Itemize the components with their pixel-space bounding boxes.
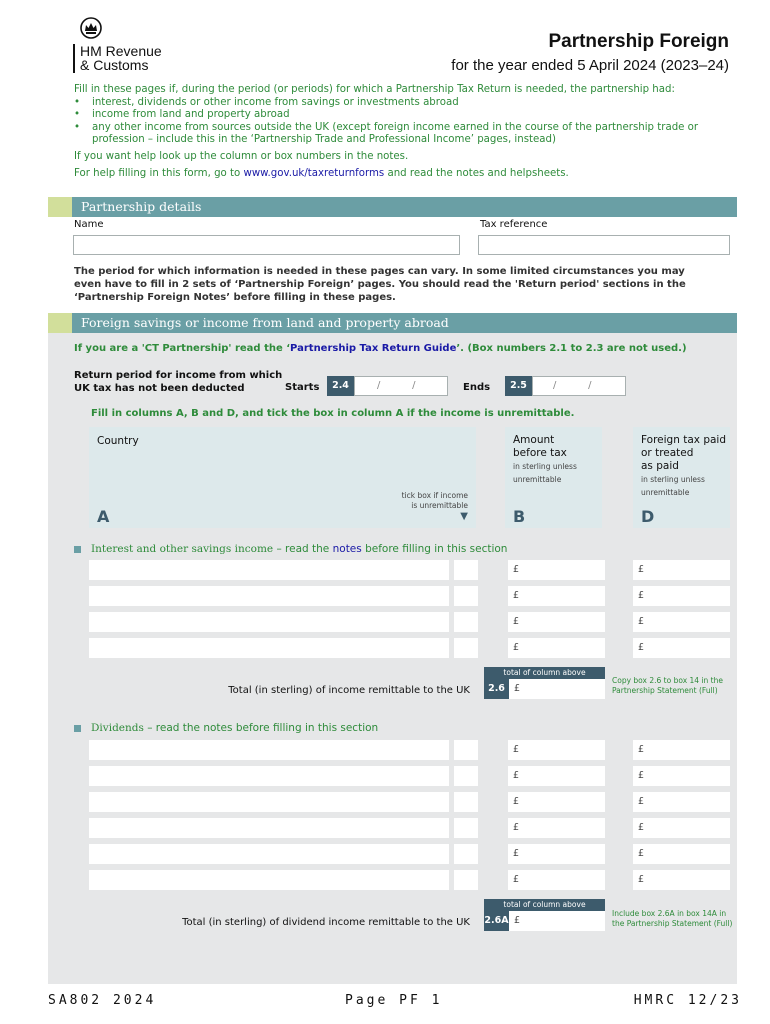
- taxreturnforms-link[interactable]: www.gov.uk/taxreturnforms: [243, 167, 385, 179]
- country-field[interactable]: [89, 740, 449, 760]
- column-letter-a: A: [97, 507, 110, 526]
- name-field[interactable]: [73, 235, 460, 255]
- foreign-tax-paid-field[interactable]: £: [633, 586, 730, 606]
- country-field[interactable]: [89, 818, 449, 838]
- intro-text: [74, 84, 724, 180]
- foreign-tax-paid-field[interactable]: £: [633, 870, 730, 890]
- country-field[interactable]: [89, 612, 449, 632]
- notes-link[interactable]: notes: [332, 543, 362, 555]
- intro-bullet: • income from land and property abroad: [92, 109, 724, 122]
- partnership-details-header: [48, 197, 737, 217]
- foreign-tax-paid-field[interactable]: £: [633, 612, 730, 632]
- intro-bullet: • interest, dividends or other income from savings or investments abroad: [92, 97, 724, 110]
- unremittable-checkbox[interactable]: [454, 766, 478, 786]
- tax-return-guide-link[interactable]: Partnership Tax Return Guide: [290, 343, 457, 354]
- foreign-tax-paid-field[interactable]: £: [633, 560, 730, 580]
- crown-crest-icon: [80, 17, 102, 39]
- amount-before-tax-field[interactable]: £: [508, 612, 605, 632]
- ct-partnership-note: If you are a 'CT Partnership' read the ‘Partnership Tax Return Guide’. (Box numbers 2.1 to 2.3 are not used.): [74, 343, 687, 354]
- country-field[interactable]: [89, 766, 449, 786]
- unremittable-checkbox[interactable]: [454, 818, 478, 838]
- starts-label: Starts: [285, 382, 320, 393]
- interest-total-label: Total (in sterling) of income remittable to the UK: [228, 685, 470, 696]
- interest-section-heading: Interest and other savings income – read the notes before filling in this section: [91, 543, 508, 555]
- foreign-tax-paid-field[interactable]: £: [633, 792, 730, 812]
- foreign-tax-paid-field[interactable]: £: [633, 818, 730, 838]
- country-field[interactable]: [89, 586, 449, 606]
- country-field[interactable]: [89, 870, 449, 890]
- intro-lead: Fill in these pages if, during the period (or periods) for which a Partnership Tax Return is needed, the partnership had:: [74, 84, 675, 95]
- tax-reference-field[interactable]: [478, 235, 730, 255]
- box-number-2-5: 2.5: [505, 376, 532, 396]
- section-heading: Foreign savings or income from land and property abroad: [81, 315, 449, 330]
- unremittable-checkbox[interactable]: [454, 870, 478, 890]
- foreign-tax-paid-field[interactable]: £: [633, 766, 730, 786]
- foreign-savings-header: [48, 313, 737, 333]
- section-heading: Partnership details: [81, 199, 202, 214]
- column-letter-d: D: [641, 507, 655, 526]
- foreign-tax-paid-field[interactable]: £: [633, 638, 730, 658]
- logo-line-1: HM Revenue: [80, 43, 162, 59]
- section-bullet-icon: [74, 725, 81, 732]
- total-column-label: total of column above: [484, 899, 605, 911]
- column-b-header: Amount before tax in sterling unless unremittable B: [505, 427, 602, 528]
- return-period-label: Return period for income from which UK tax has not been deducted: [74, 370, 283, 394]
- arrow-down-icon: ▼: [460, 511, 468, 522]
- column-letter-b: B: [513, 507, 526, 526]
- unremittable-checkbox[interactable]: [454, 586, 478, 606]
- unremittable-checkbox[interactable]: [454, 560, 478, 580]
- hmrc-logo: [72, 17, 182, 75]
- intro-bullets: [74, 97, 724, 147]
- form-version: HMRC 12/23: [633, 993, 742, 1008]
- unremittable-checkbox[interactable]: [454, 844, 478, 864]
- box-number-2-4: 2.4: [327, 376, 354, 396]
- section-bullet-icon: [74, 546, 81, 553]
- amount-before-tax-field[interactable]: £: [508, 844, 605, 864]
- name-label: Name: [74, 219, 104, 230]
- amount-before-tax-field[interactable]: £: [508, 638, 605, 658]
- unremittable-checkbox[interactable]: [454, 792, 478, 812]
- copy-box-note: Copy box 2.6 to box 14 in the Partnership Statement (Full): [612, 676, 723, 695]
- dividends-section-heading: Dividends – read the notes before filling in this section: [91, 722, 379, 734]
- amount-before-tax-field[interactable]: £: [508, 818, 605, 838]
- page-number: Page PF 1: [345, 993, 443, 1008]
- dividend-total-label: Total (in sterling) of dividend income remittable to the UK: [182, 917, 470, 928]
- country-field[interactable]: [89, 844, 449, 864]
- amount-before-tax-field[interactable]: £: [508, 870, 605, 890]
- dividend-total-field[interactable]: £: [509, 911, 605, 931]
- box-number-2-6: 2.6: [484, 679, 509, 699]
- form-code: SA802 2024: [48, 993, 157, 1008]
- amount-before-tax-field[interactable]: £: [508, 586, 605, 606]
- page-title: Partnership Foreign: [548, 31, 729, 52]
- logo-line-2: & Customs: [80, 57, 149, 73]
- country-field[interactable]: [89, 560, 449, 580]
- unremittable-checkbox[interactable]: [454, 740, 478, 760]
- box-number-2-6a: 2.6A: [484, 911, 509, 931]
- intro-help-1: If you want help look up the column or box numbers in the notes.: [74, 150, 409, 162]
- tax-reference-label: Tax reference: [480, 219, 548, 230]
- page-subtitle: for the year ended 5 April 2024 (2023–24): [451, 57, 729, 74]
- end-date-field[interactable]: / /: [532, 376, 626, 396]
- amount-before-tax-field[interactable]: £: [508, 560, 605, 580]
- column-a-header: Country tick box if income is unremittable ▼ A: [89, 427, 476, 528]
- amount-before-tax-field[interactable]: £: [508, 740, 605, 760]
- total-column-label: total of column above: [484, 667, 605, 679]
- amount-before-tax-field[interactable]: £: [508, 792, 605, 812]
- include-box-note: Include box 2.6A in box 14A in the Partnership Statement (Full): [612, 909, 733, 928]
- column-d-header: Foreign tax paid or treated as paid in sterling unless unremittable D: [633, 427, 730, 528]
- unremittable-checkbox[interactable]: [454, 612, 478, 632]
- ends-label: Ends: [463, 382, 491, 393]
- country-field[interactable]: [89, 792, 449, 812]
- fill-instruction: Fill in columns A, B and D, and tick the box in column A if the income is unremittable.: [91, 408, 575, 419]
- unremittable-checkbox[interactable]: [454, 638, 478, 658]
- intro-help-2: For help filling in this form, go to www.gov.uk/taxreturnforms and read the notes and helpsheets.: [74, 167, 569, 179]
- foreign-tax-paid-field[interactable]: £: [633, 740, 730, 760]
- amount-before-tax-field[interactable]: £: [508, 766, 605, 786]
- start-date-field[interactable]: / /: [354, 376, 448, 396]
- country-field[interactable]: [89, 638, 449, 658]
- foreign-tax-paid-field[interactable]: £: [633, 844, 730, 864]
- interest-total-field[interactable]: £: [509, 679, 605, 699]
- intro-bullet: • any other income from sources outside the UK (except foreign income earned in the course of the partnership trade or profession – include this in the ‘Partnership Trade and Professional Income’ pages, instead): [92, 122, 724, 147]
- period-note: The period for which information is needed in these pages can vary. In some limited circumstances you may even have to fill in 2 sets of ‘Partnership Foreign’ pages. You should read the 'Return period' sections in the ‘Partnership Foreign Notes’ before filling in these pages.: [74, 266, 686, 303]
